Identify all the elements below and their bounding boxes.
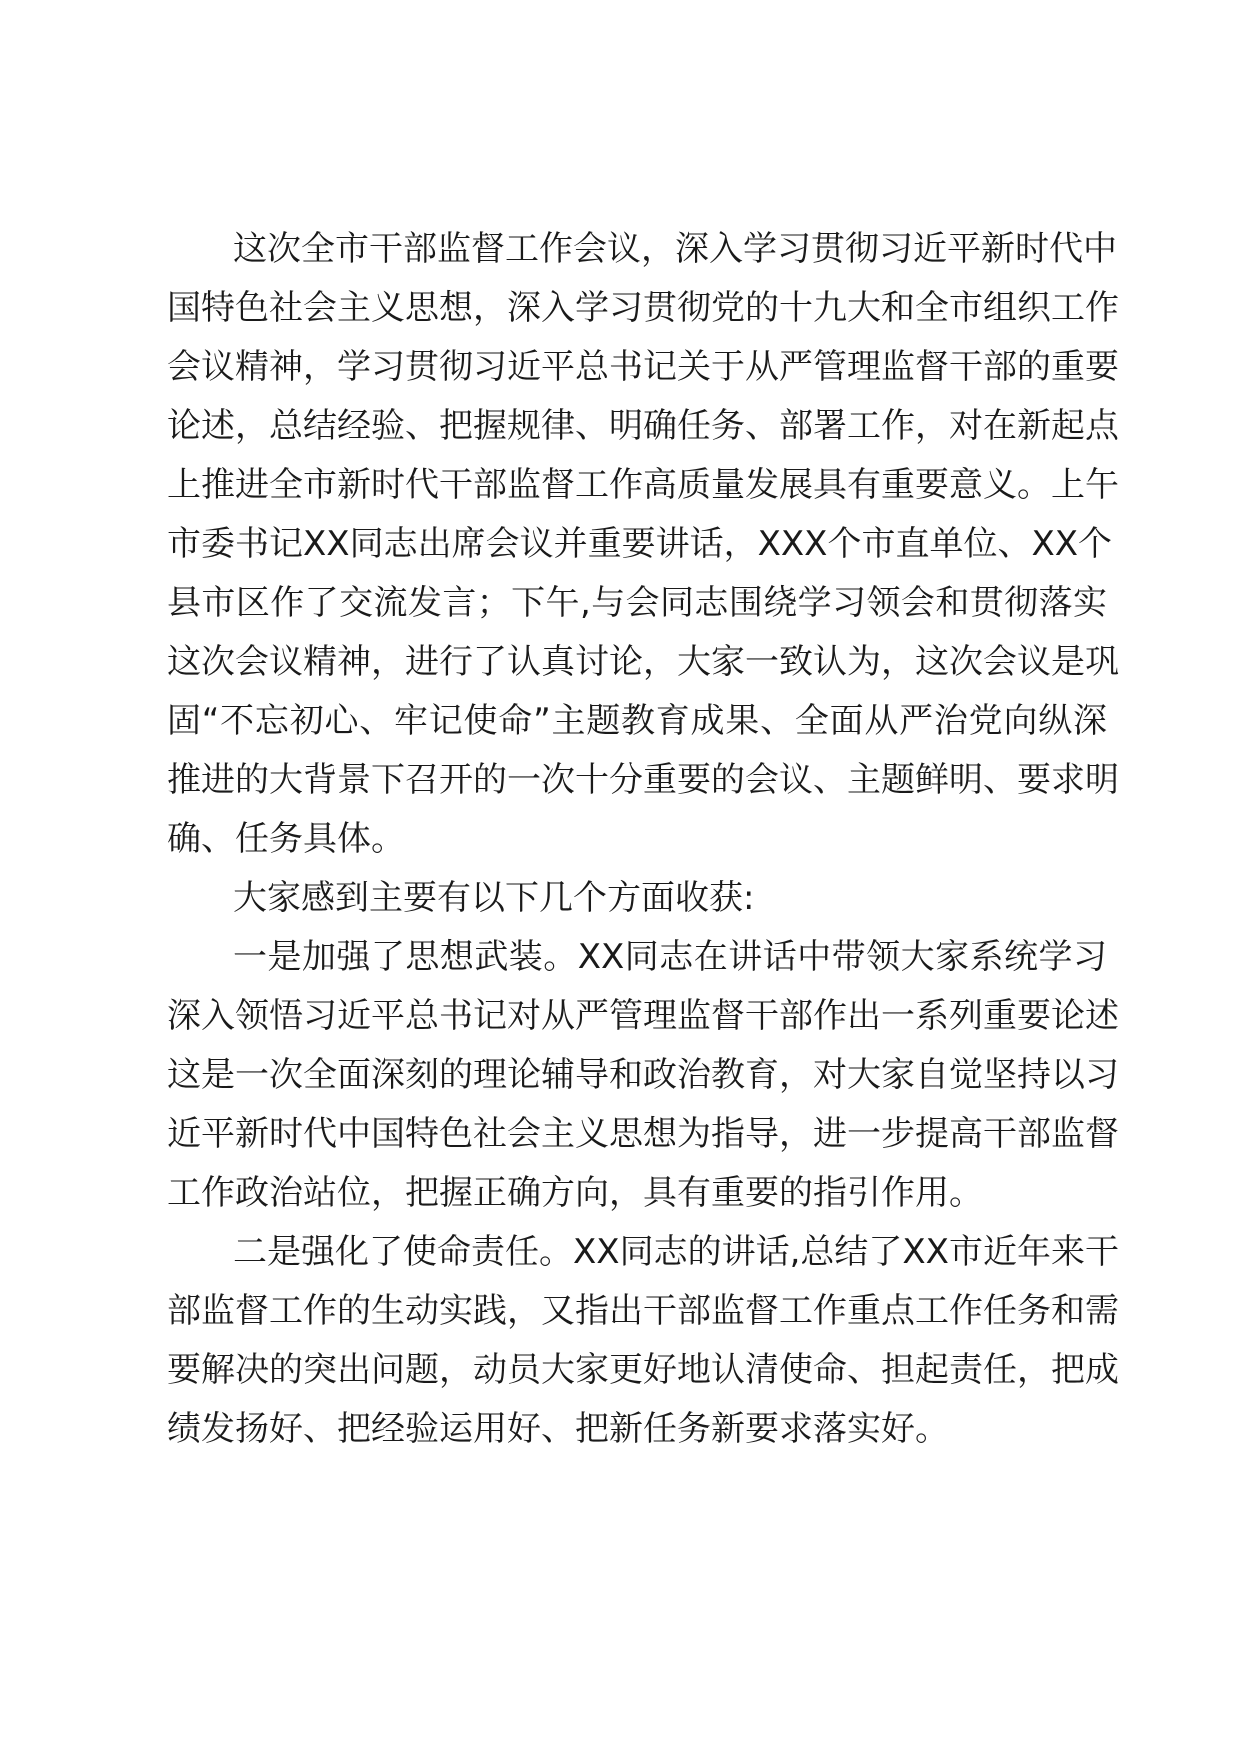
text-line: 论述，总结经验、把握规律、明确任务、部署工作，对在新起点 (167, 406, 1119, 446)
document-body (167, 220, 1119, 1459)
text-line: 工作政治站位，把握正确方向，具有重要的指引作用。 (167, 1173, 983, 1213)
text-line: 这次全市干部监督工作会议，深入学习贯彻习近平新时代中 (233, 229, 1117, 269)
text-line: 部监督工作的生动实践，又指出干部监督工作重点工作任务和需 (167, 1291, 1119, 1331)
text-line: 确、任务具体。 (167, 819, 405, 859)
paragraph-point-one (167, 928, 1119, 1223)
text-line: 这是一次全面深刻的理论辅导和政治教育，对大家自觉坚持以习 (167, 1055, 1119, 1095)
text-line: 会议精神，学习贯彻习近平总书记关于从严管理监督干部的重要 (167, 347, 1119, 387)
paragraph-intro (167, 220, 1119, 869)
text-line: 推进的大背景下召开的一次十分重要的会议、主题鲜明、要求明 (167, 760, 1119, 800)
text-line: 固“不忘初心、牢记使命”主题教育成果、全面从严治党向纵深 (167, 701, 1107, 741)
paragraph-point-two (167, 1223, 1119, 1459)
text-line: 近平新时代中国特色社会主义思想为指导，进一步提高干部监督 (167, 1114, 1119, 1154)
text-line: 市委书记XX同志出席会议并重要讲话，XXX个市直单位、XX个 (167, 524, 1113, 564)
text-line: 国特色社会主义思想，深入学习贯彻党的十九大和全市组织工作 (167, 288, 1119, 328)
text-line: 要解决的突出问题，动员大家更好地认清使命、担起责任，把成 (167, 1350, 1119, 1390)
text-line: 县市区作了交流发言；下午,与会同志围绕学习领会和贯彻落实 (167, 583, 1107, 623)
text-line: 大家感到主要有以下几个方面收获: (233, 878, 755, 918)
text-line: 二是强化了使命责任。XX同志的讲话,总结了XX市近年来干 (233, 1232, 1119, 1272)
text-line: 上推进全市新时代干部监督工作高质量发展具有重要意义。上午 (167, 465, 1119, 505)
text-line: 一是加强了思想武装。XX同志在讲话中带领大家系统学习 (233, 937, 1107, 977)
paragraph-gains (167, 869, 1107, 928)
text-line: 这次会议精神，进行了认真讨论，大家一致认为，这次会议是巩 (167, 642, 1119, 682)
text-line: 绩发扬好、把经验运用好、把新任务新要求落实好。 (167, 1409, 949, 1449)
text-line: 深入领悟习近平总书记对从严管理监督干部作出一系列重要论述 (167, 996, 1119, 1036)
